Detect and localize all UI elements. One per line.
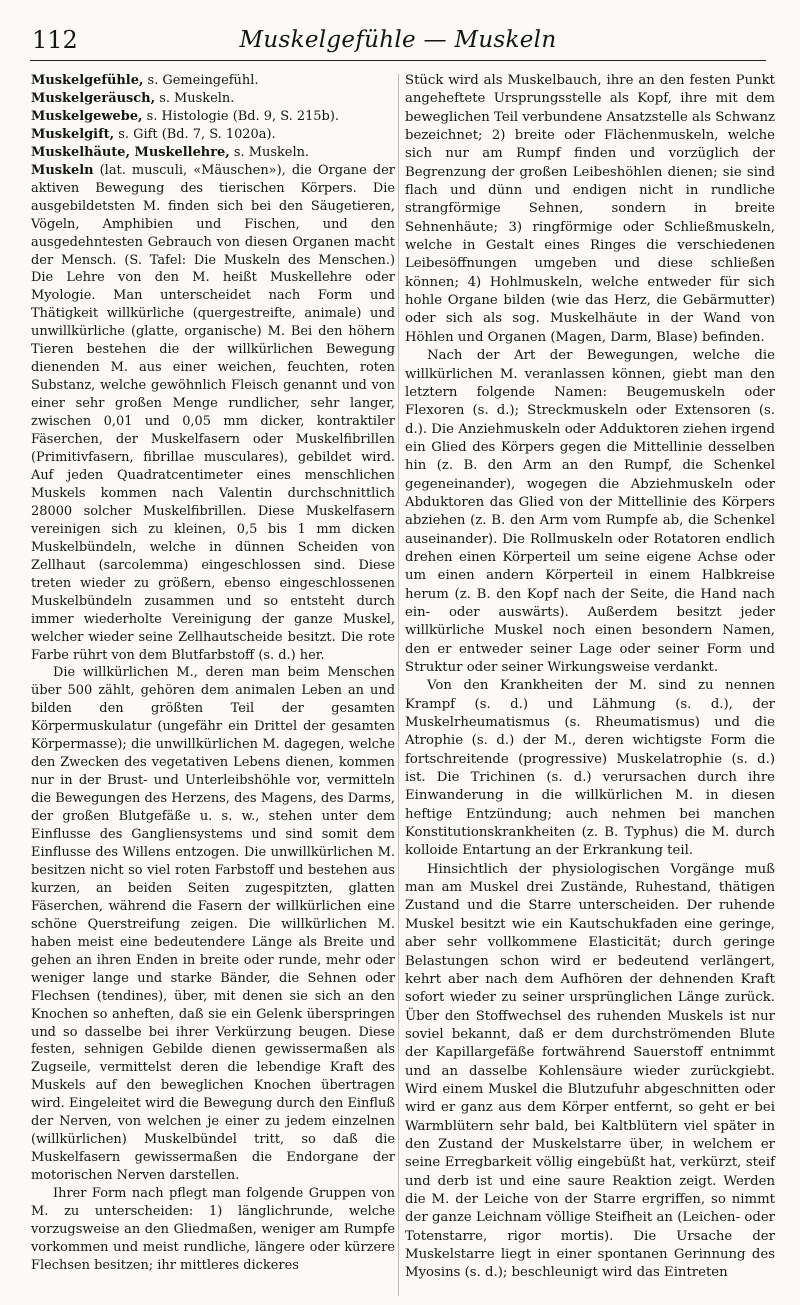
body-paragraph: Nach der Art der Bewegungen, welche die willkürlichen M. veranlassen können, giebt man den letztern folgende Namen: Beugemuskeln oder Flexoren (s. d.); Streckmuskeln oder Extensoren (s. d.). Die Anziehmuskeln oder Adduktoren ziehen irgend ein Glied des Körpers gegen die Mittellinie desselben hin (z. B. den Arm an den Rumpf, die Schenkel gegeneinander), wogegen die Abziehmuskeln oder Abduktoren das Glied von der Mittellinie des Körpers abziehen (z. B. den Arm vom Rumpfe ab, die Schenkel auseinander). Die Rollmuskeln oder Rotatoren endlich drehen einen Körperteil um seine eigene Achse oder um einen andern Körperteil in einem Halbkreise herum (z. B. den Kopf nach der Seite, die Hand nach ein- oder auswärts). Außerdem besitzt jeder willkürliche Muskel noch einen besondern Namen, den er entweder seiner Lage oder seiner Form und Struktur oder seiner Wirkungsweise verdankt. [405, 348, 775, 675]
running-title: Muskelgefühle — Muskeln [239, 27, 557, 53]
dictionary-entry-muskeln [31, 162, 395, 665]
entry-text: (lat. musculi, «Mäuschen»), die Organe der aktiven Bewegung des tierischen Körpers. Die ausgebildetsten M. finden sich bei den Säugetieren, Vögeln, Amphibien und Fischen, und den ausgedehntesten Gebrauch von diesen Organen macht der Mensch. (S. Tafel: Die Muskeln des Menschen.) Die Lehre von den M. heißt Muskellehre oder Myologie. Man unterscheidet nach Form und Thätigkeit willkürliche (quergestreifte, animale) und unwillkürliche (glatte, organische) M. Bei den höhern Tieren bestehen die der willkürlichen Bewegung dienenden M. aus einer weichen, feuchten, roten Substanz, welche gewöhnlich Fleisch genannt und von einer sehr großen Menge rundlicher, sehr langer, zwischen 0,01 und 0,05 mm dicker, kontraktiler Fäserchen, der Muskelfasern oder Muskelfibrillen (Primitivfasern, fibrillae musculares), gebildet wird. Auf jeden Quadratcentimeter eines menschlichen Muskels kommen nach Valentin durchschnittlich 28000 solcher Muskelfibrillen. Diese Muskelfasern vereinigen sich zu kleinen, 0,5 bis 1 mm dicken Muskelbündeln, welche in dünnen Scheiden von Zellhaut (sarcolemma) eingeschlossen sind. Diese treten wieder zu größern, ebenso eingeschlossenen Muskelbündeln zusammen und so entsteht durch immer wiederholte Vereinigung der ganze Muskel, welcher wieder seine Zellhautscheide besitzt. Die rote Farbe rührt von dem Blutfarbstoff (s. d.) her. [31, 162, 395, 663]
left-column [31, 72, 395, 1275]
page-number: 112 [32, 26, 78, 54]
body-paragraph: Hinsichtlich der physiologischen Vorgänge muß man am Muskel drei Zustände, Ruhestand, thätigen Zustand und die Starre unterscheiden. Der ruhende Muskel besitzt wie ein Kautschukfaden eine geringe, aber sehr vollkommene Elasticität; durch geringe Belastungen schon wird er bedeutend verlängert, kehrt aber nach dem Aufhören der dehnenden Kraft sofort wieder zu seiner ursprünglichen Länge zurück. Über den Stoffwechsel des ruhenden Muskels ist nur soviel bekannt, daß er dem durchströmenden Blute der Kapillargefäße fortwährend Sauerstoff entnimmt und an dasselbe Kohlensäure wieder zurückgiebt. Wird einem Muskel die Blutzufuhr abgeschnitten oder wird er ganz aus dem Körper entfernt, so geht er bei Warmblütern sehr bald, bei Kaltblütern viel später in den Zustand der Muskelstarre über, in welchem er seine Erregbarkeit völlig eingebüßt hat, verkürzt, steif und derb ist und eine saure Reaktion zeigt. Werden die M. der Leiche von der Starre ergriffen, so nimmt der ganze Leichnam völlige Steifheit an (Leichen- oder Totenstarre, rigor mortis). Die Ursache der Muskelstarre liegt in einer spontanen Gerinnung des Myosins (s. d.); beschleunigt wird das Eintreten [405, 861, 775, 1281]
dictionary-entry [31, 108, 395, 126]
entry-text: s. Gemeingefühl. [143, 73, 259, 88]
entry-headword: Muskeln [31, 162, 94, 178]
dictionary-entry [31, 90, 395, 108]
column-divider [398, 74, 399, 1296]
entry-headword: Muskelgeräusch, [31, 90, 156, 106]
dictionary-entry [31, 144, 395, 162]
page-header [30, 18, 766, 61]
entry-headword: Muskelgift, [31, 126, 115, 142]
entry-text: s. Histologie (Bd. 9, S. 215b). [142, 108, 339, 124]
dictionary-entry [31, 126, 395, 144]
dictionary-entry [31, 72, 395, 90]
entry-text: s. Muskeln. [155, 90, 235, 106]
body-paragraph: Von den Krankheiten der M. sind zu nennen Krampf (s. d.) und Lähmung (s. d.), der Muskelrheumatismus (s. Rheumatismus) und die Atrophie (s. d.) der M., deren wichtigste Form die fortschreitende (progressive) Muskelatrophie (s. d.) ist. Die Trichinen (s. d.) verursachen durch ihre Einwanderung in die willkürlichen M. in diesen heftige Entzündung; auch nehmen bei manchen Konstitutionskrankheiten (z. B. Typhus) die M. durch kolloide Entartung an der Erkrankung teil. [405, 678, 775, 859]
body-paragraph: Die willkürlichen M., deren man beim Menschen über 500 zählt, gehören dem animalen Leben an und bilden den größten Teil der gesamten Körpermuskulatur (ungefähr ein Drittel der gesamten Körpermasse); die unwillkürlichen M. dagegen, welche den Zwecken des vegetativen Lebens dienen, kommen nur in der Brust- und Unterleibshöhle vor, vermitteln die Bewegungen des Herzens, des Magens, des Darms, der großen Blutgefäße u. s. w., stehen unter dem Einflusse des Gangliensystems und sind somit dem Einflusse des Willens entzogen. Die unwillkürlichen M. besitzen nicht so viel roten Farbstoff und bestehen aus kurzen, an beiden Seiten zugespitzten, glatten Fäserchen, während die Fasern der willkürlichen eine schöne Querstreifung zeigen. Die willkürlichen M. haben meist eine bedeutendere Länge als Breite und gehen an ihren Enden in breite oder runde, mehr oder weniger lange und starke Bänder, die Sehnen oder Flechsen (tendines), über, mit denen sie sich an den Knochen so anheften, daß sie ein Gelenk überspringen und so dasselbe bei ihrer Verkürzung beugen. Diese festen, sehnigen Gebilde dienen gewissermaßen als Zugseile, vermittelst deren die lebendige Kraft des Muskels auf den beweglichen Knochen übertragen wird. Eingeleitet wird die Bewegung durch den Einfluß der Nerven, von welchen je einer zu jedem einzelnen (willkürlichen) Muskelbündel tritt, so daß die Muskelfasern gewissermaßen die Endorgane der motorischen Nerven darstellen. [31, 665, 395, 1184]
entry-headword: Muskelgefühle, [31, 73, 144, 88]
body-paragraph: Stück wird als Muskelbauch, ihre an den festen Punkt angeheftete Ursprungsstelle als Kopf, ihre mit dem beweglichen Teil verbundene Ansatzstelle als Schwanz bezeichnet; 2) breite oder Flächenmuskeln, welche sich nur am Rumpf finden und vorzüglich der Begrenzung der großen Leibeshöhlen dienen; sie sind flach und dünn und endigen nicht in rundliche strangförmige Sehnen, sondern in breite Sehnenhäute; 3) ringförmige oder Schließmuskeln, welche in Gestalt eines Ringes die verschiedenen Leibesöffnungen umgeben und diese schließen können; 4) Hohlmuskeln, welche entweder für sich hohle Organe bilden (wie das Herz, die Gebärmutter) oder sich als sog. Muskelhäute in der Wand von Höhlen und Organen (Magen, Darm, Blase) befinden. [405, 73, 775, 345]
entry-text: s. Gift (Bd. 7, S. 1020a). [114, 126, 276, 142]
right-column [405, 72, 775, 1283]
entry-text: s. Muskeln. [229, 144, 310, 160]
body-paragraph: Ihrer Form nach pflegt man folgende Gruppen von M. zu unterscheiden: 1) länglichrunde, welche vorzugsweise an den Gliedmaßen, weniger am Rumpfe vorkommen und meist rundliche, längere oder kürzere Flechsen besitzen; ihr mittleres dickeres [31, 1186, 395, 1273]
entry-headword: Muskelgewebe, [31, 108, 143, 124]
entry-headword: Muskelhäute, Muskellehre, [31, 144, 230, 160]
